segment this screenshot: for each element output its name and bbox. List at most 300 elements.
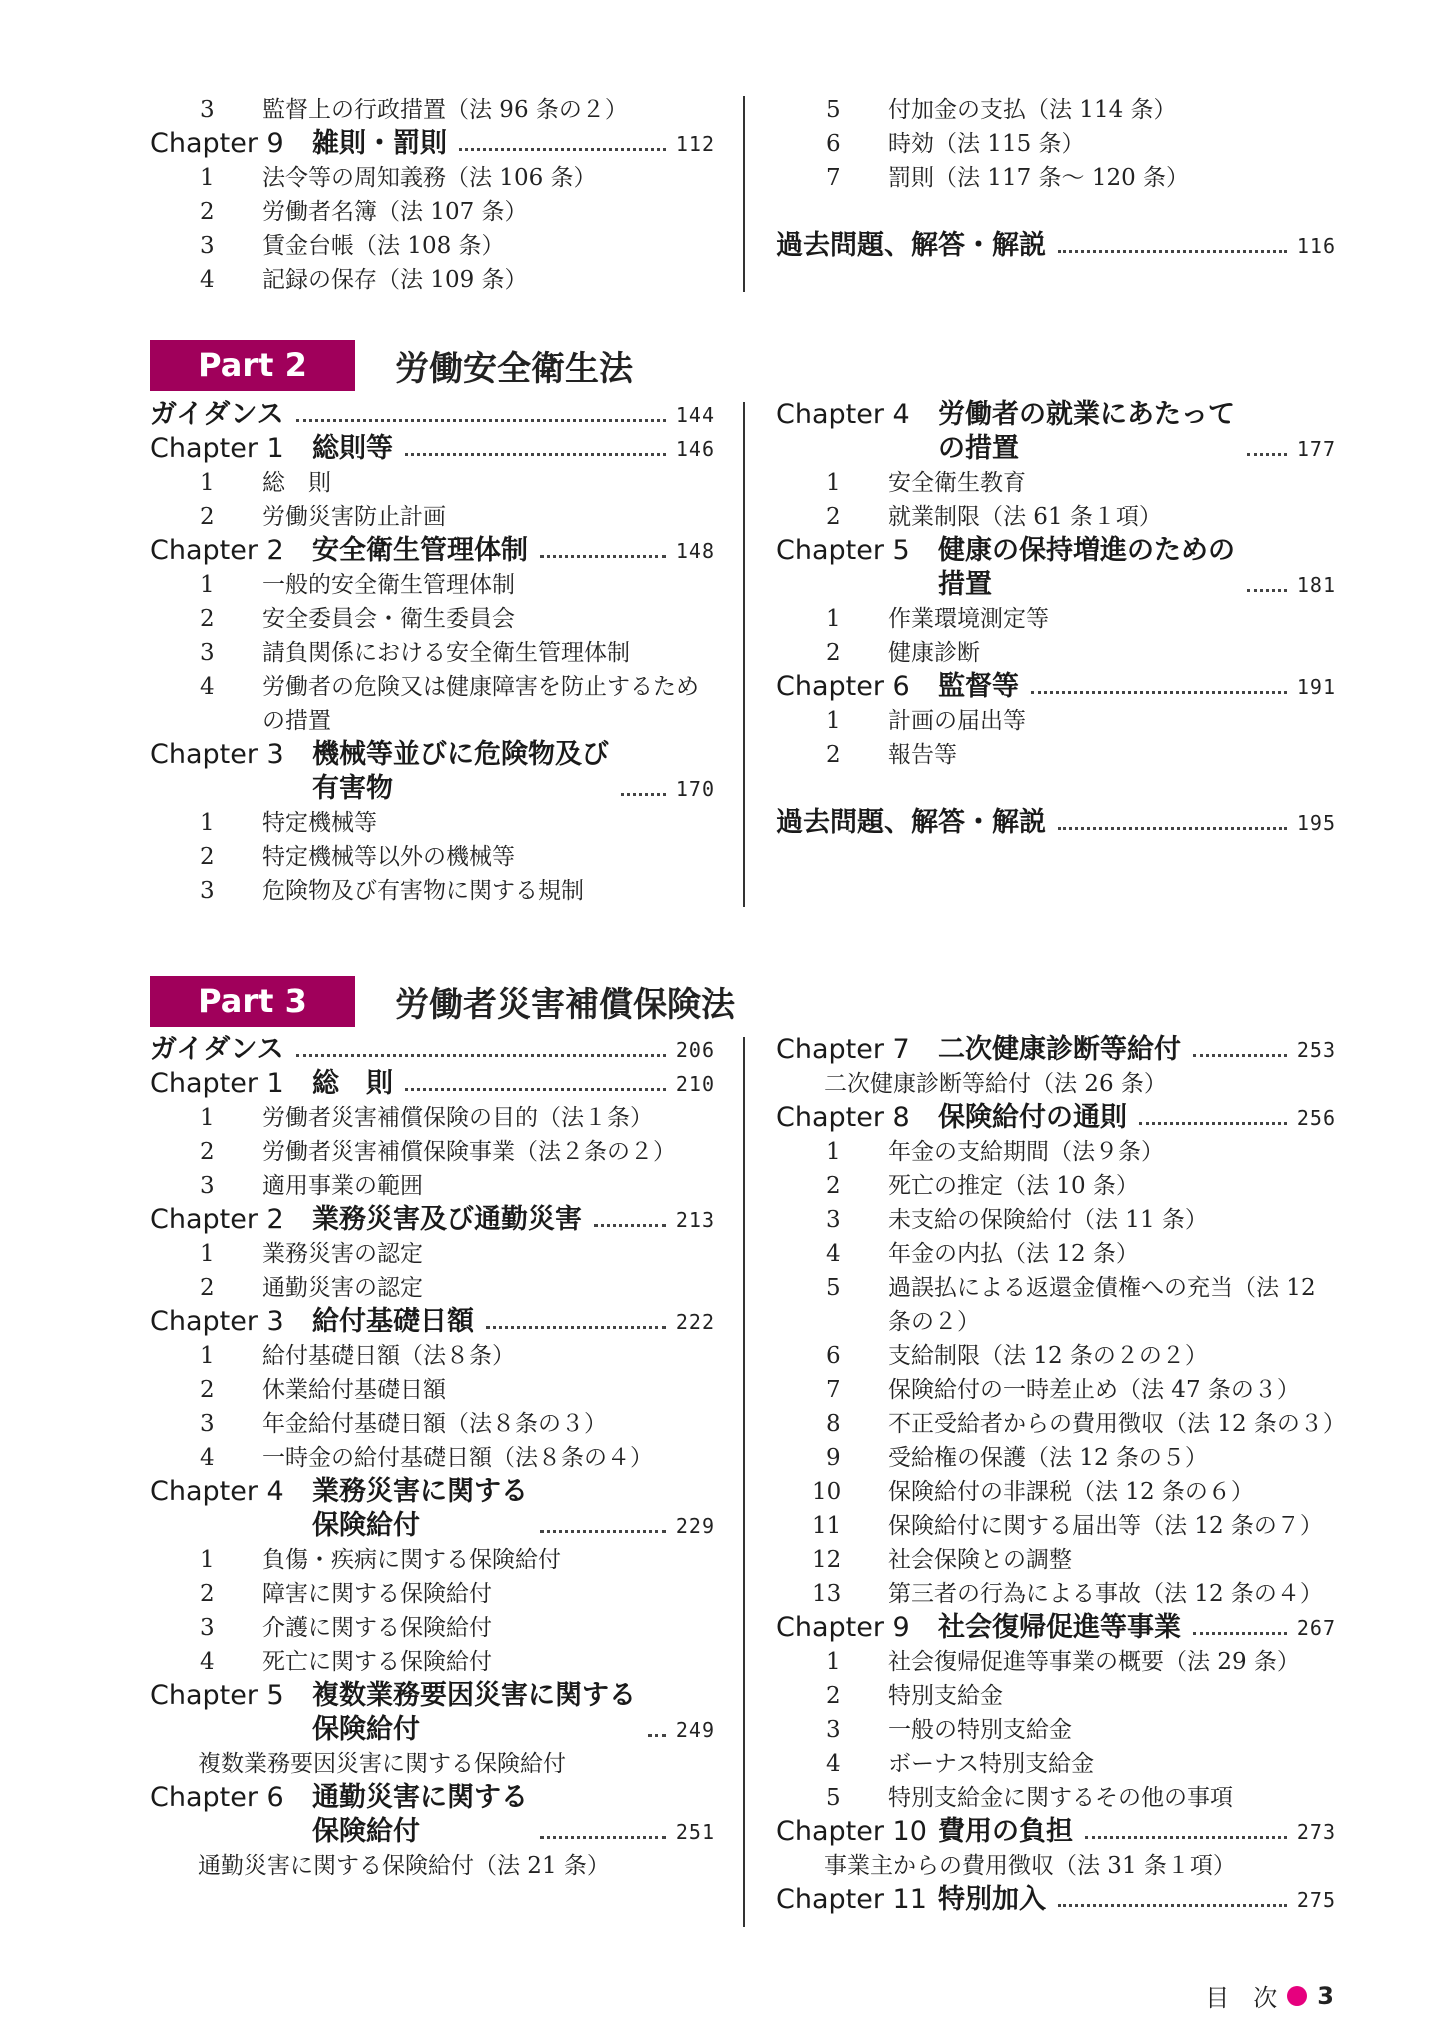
toc-item[interactable] xyxy=(776,1407,1346,1441)
toc-chapter[interactable] xyxy=(776,398,1336,466)
chapter-title-line: 保険給付 xyxy=(312,1714,420,1745)
page-number: 112 xyxy=(675,132,715,156)
toc-item[interactable] xyxy=(776,466,1336,500)
toc-item[interactable] xyxy=(150,1577,715,1611)
toc-subentry[interactable]: 通勤災害に関する保険給付（法 21 条） xyxy=(198,1853,610,1879)
page-number: 251 xyxy=(675,1820,715,1844)
dot-leader xyxy=(1058,827,1287,830)
column-divider xyxy=(743,96,745,292)
item-title: 監督上の行政措置（法 96 条の２） xyxy=(262,97,628,123)
toc-item[interactable] xyxy=(776,602,1336,636)
dot-leader xyxy=(1058,1904,1287,1907)
item-title: 特別支給金 xyxy=(888,1683,1003,1709)
toc-chapter[interactable] xyxy=(150,1679,715,1747)
toc-subentry[interactable]: 複数業務要因災害に関する保険給付 xyxy=(198,1751,566,1777)
chapter-label: Chapter 4 xyxy=(776,399,910,430)
toc-guidance-entry[interactable] xyxy=(776,229,1336,263)
chapter-title xyxy=(938,1033,1181,1067)
item-title: 受給権の保護（法 12 条の５） xyxy=(888,1445,1208,1471)
toc-item[interactable] xyxy=(776,1747,1336,1781)
item-number: 5 xyxy=(826,97,841,123)
part-rule xyxy=(150,1025,355,1027)
dot-leader xyxy=(1085,1836,1287,1839)
page-footer xyxy=(1205,1978,1334,2013)
item-number: 3 xyxy=(200,640,215,666)
item-number: 2 xyxy=(200,504,215,530)
chapter-label: Chapter 4 xyxy=(150,1476,284,1507)
toc-item[interactable] xyxy=(150,806,715,840)
item-title: 労働災害防止計画 xyxy=(262,504,446,530)
item-title: 危険物及び有害物に関する規制 xyxy=(262,878,584,904)
toc-item[interactable] xyxy=(150,229,715,263)
dot-leader xyxy=(1247,453,1287,456)
chapter-label: Chapter 9 xyxy=(776,1612,910,1643)
toc-item[interactable] xyxy=(776,1373,1336,1407)
item-title: 年金給付基礎日額（法８条の３） xyxy=(262,1411,607,1437)
item-number: 1 xyxy=(200,165,215,191)
toc-chapter[interactable] xyxy=(776,1611,1336,1645)
item-number: 1 xyxy=(826,606,841,632)
toc-chapter[interactable] xyxy=(150,432,715,466)
toc-item[interactable] xyxy=(776,1679,1336,1713)
item-number: 1 xyxy=(826,708,841,734)
toc-guidance-entry[interactable] xyxy=(776,806,1336,840)
item-title: 時効（法 115 条） xyxy=(888,131,1085,157)
chapter-label: Chapter 2 xyxy=(150,1204,284,1235)
dot-leader xyxy=(459,148,666,151)
spacer xyxy=(776,195,1336,229)
item-title: 障害に関する保険給付 xyxy=(262,1581,492,1607)
chapter-title xyxy=(938,1883,1046,1917)
item-number: 2 xyxy=(200,1581,215,1607)
toc-item[interactable] xyxy=(776,1543,1336,1577)
item-number: 2 xyxy=(826,1173,841,1199)
chapter-label: Chapter 10 xyxy=(776,1816,927,1847)
dot-leader xyxy=(621,793,666,796)
toc-subentry[interactable]: 事業主からの費用徴収（法 31 条１項） xyxy=(824,1853,1236,1879)
toc-item[interactable] xyxy=(150,1373,715,1407)
item-number: 7 xyxy=(826,1377,841,1403)
page-number: 275 xyxy=(1296,1888,1336,1912)
toc-item[interactable] xyxy=(150,568,715,602)
item-title: 安全衛生教育 xyxy=(888,470,1026,496)
toc-item[interactable] xyxy=(776,1645,1336,1679)
spacer xyxy=(776,772,1336,806)
chapter-title-line: 監督等 xyxy=(938,671,1019,702)
item-title: 特定機械等以外の機械等 xyxy=(262,844,515,870)
item-title: 適用事業の範囲 xyxy=(262,1173,423,1199)
part-3-right-column xyxy=(776,1033,1346,1917)
item-title: 不正受給者からの費用徴収（法 12 条の３） xyxy=(888,1411,1346,1437)
chapter-title xyxy=(312,534,528,568)
item-title: 労働者災害補償保険事業（法２条の２） xyxy=(262,1139,676,1165)
toc-item[interactable] xyxy=(776,636,1336,670)
item-number: 2 xyxy=(200,199,215,225)
chapter-title xyxy=(938,1611,1181,1645)
toc-item[interactable] xyxy=(776,738,1336,772)
chapter-label: Chapter 7 xyxy=(776,1034,910,1065)
chapter-label: Chapter 11 xyxy=(776,1884,927,1915)
item-number: 1 xyxy=(200,810,215,836)
item-number: 3 xyxy=(200,878,215,904)
toc-item[interactable] xyxy=(150,466,715,500)
toc-item[interactable] xyxy=(150,874,715,908)
toc-chapter[interactable] xyxy=(776,670,1336,704)
item-number: 2 xyxy=(826,640,841,666)
item-number: 6 xyxy=(826,1343,841,1369)
item-number: 2 xyxy=(826,1683,841,1709)
chapter-label: Chapter 6 xyxy=(776,671,910,702)
column-divider xyxy=(743,402,745,907)
chapter-title xyxy=(312,738,609,806)
chapter-title-line: 複数業務要因災害に関する xyxy=(312,1680,636,1711)
toc-subentry[interactable]: 二次健康診断等給付（法 26 条） xyxy=(824,1071,1167,1097)
item-title: 社会保険との調整 xyxy=(888,1547,1072,1573)
item-title: 保険給付の非課税（法 12 条の６） xyxy=(888,1479,1254,1505)
part-2-left-column xyxy=(150,398,715,908)
item-title: 社会復帰促進等事業の概要（法 29 条） xyxy=(888,1649,1300,1675)
chapter-title xyxy=(312,432,393,466)
chapter-title-line: 業務災害及び通勤災害 xyxy=(312,1204,582,1235)
chapter-title-line: 費用の負担 xyxy=(938,1816,1073,1847)
toc-item[interactable] xyxy=(776,704,1336,738)
chapter-title-line: 保険給付 xyxy=(312,1510,420,1541)
toc-chapter[interactable] xyxy=(776,1101,1336,1135)
item-title: 安全委員会・衛生委員会 xyxy=(262,606,515,632)
toc-chapter[interactable] xyxy=(776,1033,1336,1067)
top-left-column xyxy=(150,93,715,297)
toc-item[interactable] xyxy=(776,1577,1336,1611)
toc-item[interactable] xyxy=(150,1169,715,1203)
toc-chapter[interactable] xyxy=(150,1475,715,1543)
item-title: 第三者の行為による事故（法 12 条の４） xyxy=(888,1581,1323,1607)
item-number: 1 xyxy=(200,1105,215,1131)
toc-item[interactable] xyxy=(150,670,715,704)
toc-item[interactable] xyxy=(150,1441,715,1475)
item-number: 4 xyxy=(200,1445,215,1471)
item-number: 4 xyxy=(826,1241,841,1267)
item-title: 請負関係における安全衛生管理体制 xyxy=(262,640,630,666)
chapter-title xyxy=(312,1305,474,1339)
item-title: 労働者災害補償保険の目的（法１条） xyxy=(262,1105,653,1131)
item-title: 未支給の保険給付（法 11 条） xyxy=(888,1207,1208,1233)
page-number: 249 xyxy=(675,1718,715,1742)
item-title: 罰則（法 117 条～ 120 条） xyxy=(888,165,1190,191)
item-number: 1 xyxy=(826,470,841,496)
item-title: 特定機械等 xyxy=(262,810,377,836)
toc-item[interactable] xyxy=(150,500,715,534)
toc-item[interactable] xyxy=(776,127,1336,161)
part-rule xyxy=(150,389,355,391)
guidance-title: 過去問題、解答・解説 xyxy=(776,807,1046,838)
dot-leader xyxy=(540,1836,666,1839)
item-number: 2 xyxy=(200,1275,215,1301)
toc-item[interactable] xyxy=(776,1509,1336,1543)
toc-item[interactable] xyxy=(150,1407,715,1441)
chapter-title xyxy=(938,534,1235,602)
item-number: 11 xyxy=(812,1513,842,1539)
page-number: 213 xyxy=(675,1208,715,1232)
chapter-title xyxy=(938,398,1235,466)
toc-item[interactable] xyxy=(776,1271,1336,1305)
chapter-title-line: 社会復帰促進等事業 xyxy=(938,1612,1181,1643)
item-number: 4 xyxy=(200,267,215,293)
chapter-label: Chapter 2 xyxy=(150,535,284,566)
chapter-title xyxy=(312,1067,393,1101)
chapter-title xyxy=(312,1203,582,1237)
item-title: 特別支給金に関するその他の事項 xyxy=(888,1785,1233,1811)
item-title: 保険給付の一時差止め（法 47 条の３） xyxy=(888,1377,1300,1403)
dot-leader xyxy=(1193,1054,1287,1057)
guidance-title: 過去問題、解答・解説 xyxy=(776,230,1046,261)
toc-item[interactable] xyxy=(150,840,715,874)
chapter-title-line: 業務災害に関する xyxy=(312,1476,528,1507)
page-number: 210 xyxy=(675,1072,715,1096)
guidance-title: ガイダンス xyxy=(150,1034,284,1065)
chapter-title-line: 総則等 xyxy=(312,433,393,464)
toc-item[interactable] xyxy=(776,1169,1336,1203)
chapter-title-line: 保険給付 xyxy=(312,1816,420,1847)
chapter-title-line: 給付基礎日額 xyxy=(312,1306,474,1337)
toc-item[interactable] xyxy=(150,1611,715,1645)
toc-item[interactable] xyxy=(776,1237,1336,1271)
page-number: 267 xyxy=(1296,1616,1336,1640)
toc-item[interactable] xyxy=(150,602,715,636)
page-number: 191 xyxy=(1296,675,1336,699)
toc-item[interactable] xyxy=(776,1781,1336,1815)
dot-leader xyxy=(1247,589,1287,592)
chapter-label: Chapter 9 xyxy=(150,128,284,159)
page-number: 195 xyxy=(1296,811,1336,835)
item-title: 総 則 xyxy=(262,470,331,496)
item-title: 年金の支給期間（法９条） xyxy=(888,1139,1164,1165)
chapter-title-line: 通勤災害に関する xyxy=(312,1782,528,1813)
chapter-title-line: 保険給付の通則 xyxy=(938,1102,1127,1133)
toc-item[interactable] xyxy=(776,93,1336,127)
item-title: 労働者の危険又は健康障害を防止するため xyxy=(262,674,699,700)
toc-chapter[interactable] xyxy=(150,534,715,568)
item-number: 2 xyxy=(826,504,841,530)
chapter-title-line: 健康の保持増進のための xyxy=(938,535,1235,566)
dot-leader xyxy=(540,555,666,558)
toc-item[interactable] xyxy=(776,161,1336,195)
dot-leader xyxy=(1058,250,1287,253)
chapter-label: Chapter 5 xyxy=(776,535,910,566)
dot-leader xyxy=(405,453,666,456)
item-number: 13 xyxy=(812,1581,842,1607)
page-number: 256 xyxy=(1296,1106,1336,1130)
column-divider xyxy=(743,1037,745,1927)
item-number: 1 xyxy=(200,1547,215,1573)
page-number: 206 xyxy=(675,1038,715,1062)
toc-item[interactable] xyxy=(150,1645,715,1679)
chapter-title xyxy=(312,1781,528,1849)
item-title: 法令等の周知義務（法 106 条） xyxy=(262,165,597,191)
chapter-title xyxy=(938,1101,1127,1135)
dot-leader xyxy=(486,1326,666,1329)
toc-item[interactable] xyxy=(150,161,715,195)
part-2-header xyxy=(150,340,633,390)
toc-item[interactable] xyxy=(150,1543,715,1577)
bullet-dot-icon xyxy=(1287,1986,1307,2006)
toc-guidance-entry[interactable] xyxy=(150,1033,715,1067)
page-number: 177 xyxy=(1296,437,1336,461)
toc-chapter[interactable] xyxy=(150,1781,715,1849)
item-title: 給付基礎日額（法８条） xyxy=(262,1343,515,1369)
page-number: 144 xyxy=(675,403,715,427)
dot-leader xyxy=(296,1054,666,1057)
item-title: 年金の内払（法 12 条） xyxy=(888,1241,1139,1267)
page-number: 229 xyxy=(675,1514,715,1538)
toc-item[interactable] xyxy=(150,1339,715,1373)
page-number: 148 xyxy=(675,539,715,563)
item-number: 2 xyxy=(200,844,215,870)
chapter-title-line: 労働者の就業にあたって xyxy=(938,399,1235,430)
chapter-label: Chapter 1 xyxy=(150,1068,284,1099)
chapter-title-line: 機械等並びに危険物及び xyxy=(312,739,609,770)
chapter-title-line: 総 則 xyxy=(312,1068,393,1099)
toc-item[interactable] xyxy=(776,1713,1336,1747)
item-title: 業務災害の認定 xyxy=(262,1241,423,1267)
toc-chapter[interactable] xyxy=(150,1067,715,1101)
item-number: 3 xyxy=(200,1173,215,1199)
dot-leader xyxy=(296,419,666,422)
item-title: 過誤払による返還金債権への充当（法 12 xyxy=(888,1275,1316,1301)
chapter-label: Chapter 6 xyxy=(150,1782,284,1813)
page-number: 146 xyxy=(675,437,715,461)
chapter-label: Chapter 8 xyxy=(776,1102,910,1133)
item-number: 2 xyxy=(200,1139,215,1165)
item-title: ボーナス特別支給金 xyxy=(888,1751,1095,1777)
chapter-title xyxy=(938,1815,1073,1849)
item-title: 死亡に関する保険給付 xyxy=(262,1649,492,1675)
toc-item[interactable] xyxy=(776,1135,1336,1169)
item-number: 7 xyxy=(826,165,841,191)
item-number: 1 xyxy=(826,1649,841,1675)
chapter-title xyxy=(312,1679,636,1747)
toc-chapter[interactable] xyxy=(150,1203,715,1237)
page-number: 3 xyxy=(1317,1981,1334,2010)
toc-item[interactable] xyxy=(150,195,715,229)
item-number: 12 xyxy=(812,1547,842,1573)
item-number: 4 xyxy=(200,674,215,700)
item-title: 労働者名簿（法 107 条） xyxy=(262,199,528,225)
item-number: 3 xyxy=(200,97,215,123)
item-number: 1 xyxy=(826,1139,841,1165)
page-number: 116 xyxy=(1296,234,1336,258)
item-title: 報告等 xyxy=(888,742,957,768)
toc-chapter[interactable] xyxy=(776,1883,1336,1917)
part-3-left-column xyxy=(150,1033,715,1883)
chapter-title-line: 雑則・罰則 xyxy=(312,128,447,159)
item-number: 1 xyxy=(200,1241,215,1267)
item-title: 健康診断 xyxy=(888,640,980,666)
part-badge: Part 2 xyxy=(150,340,355,390)
toc-item[interactable] xyxy=(150,93,715,127)
toc-guidance-entry[interactable] xyxy=(150,398,715,432)
page-number: 222 xyxy=(675,1310,715,1334)
chapter-title-line: 有害物 xyxy=(312,773,393,804)
toc-item[interactable] xyxy=(776,1339,1336,1373)
dot-leader xyxy=(1193,1632,1287,1635)
toc-item[interactable] xyxy=(150,1135,715,1169)
chapter-title-line: の措置 xyxy=(938,433,1019,464)
item-title: 作業環境測定等 xyxy=(888,606,1049,632)
item-title: 死亡の推定（法 10 条） xyxy=(888,1173,1139,1199)
item-number: 4 xyxy=(826,1751,841,1777)
item-number: 1 xyxy=(200,572,215,598)
toc-item[interactable] xyxy=(150,1237,715,1271)
chapter-title-line: 措置 xyxy=(938,569,992,600)
dot-leader xyxy=(1031,691,1287,694)
item-number: 1 xyxy=(200,1343,215,1369)
guidance-title: ガイダンス xyxy=(150,399,284,430)
item-title: 賃金台帳（法 108 条） xyxy=(262,233,505,259)
item-number: 5 xyxy=(826,1785,841,1811)
chapter-title-line: 特別加入 xyxy=(938,1884,1046,1915)
toc-item[interactable] xyxy=(150,1271,715,1305)
item-title: 通勤災害の認定 xyxy=(262,1275,423,1301)
toc-item[interactable] xyxy=(150,263,715,297)
dot-leader xyxy=(1139,1122,1287,1125)
chapter-title xyxy=(312,127,447,161)
toc-chapter[interactable] xyxy=(150,1305,715,1339)
item-number: 10 xyxy=(812,1479,842,1505)
toc-item[interactable] xyxy=(776,1475,1336,1509)
item-number: 3 xyxy=(826,1717,841,1743)
toc-item[interactable] xyxy=(776,500,1336,534)
toc-chapter[interactable] xyxy=(150,127,715,161)
toc-item[interactable] xyxy=(776,1203,1336,1237)
item-title: 保険給付に関する届出等（法 12 条の７） xyxy=(888,1513,1323,1539)
toc-chapter[interactable] xyxy=(776,534,1336,602)
toc-item[interactable] xyxy=(776,1441,1336,1475)
toc-item-continuation: の措置 xyxy=(262,708,331,734)
item-number: 3 xyxy=(200,233,215,259)
item-number: 3 xyxy=(200,1615,215,1641)
item-number: 9 xyxy=(826,1445,841,1471)
dot-leader xyxy=(594,1224,666,1227)
toc-chapter[interactable] xyxy=(150,738,715,806)
item-number: 2 xyxy=(200,606,215,632)
part-title: 労働者災害補償保険法 xyxy=(395,984,735,1025)
toc-chapter[interactable] xyxy=(776,1815,1336,1849)
item-number: 5 xyxy=(826,1275,841,1301)
chapter-title xyxy=(312,1475,528,1543)
toc-item[interactable] xyxy=(150,636,715,670)
toc-item[interactable] xyxy=(150,1101,715,1135)
chapter-label: Chapter 1 xyxy=(150,433,284,464)
dot-leader xyxy=(540,1530,666,1533)
item-number: 1 xyxy=(200,470,215,496)
chapter-label: Chapter 3 xyxy=(150,739,284,770)
item-number: 6 xyxy=(826,131,841,157)
part-badge: Part 3 xyxy=(150,976,355,1026)
item-number: 8 xyxy=(826,1411,841,1437)
item-title: 介護に関する保険給付 xyxy=(262,1615,492,1641)
item-number: 4 xyxy=(200,1649,215,1675)
part-title: 労働安全衛生法 xyxy=(395,348,633,389)
dot-leader xyxy=(405,1088,666,1091)
chapter-title-line: 二次健康診断等給付 xyxy=(938,1034,1181,1065)
chapter-title xyxy=(938,670,1019,704)
item-title: 一般的安全衛生管理体制 xyxy=(262,572,515,598)
item-title: 一般の特別支給金 xyxy=(888,1717,1072,1743)
item-title: 休業給付基礎日額 xyxy=(262,1377,446,1403)
top-right-column xyxy=(776,93,1336,263)
item-number: 2 xyxy=(200,1377,215,1403)
item-number: 3 xyxy=(826,1207,841,1233)
